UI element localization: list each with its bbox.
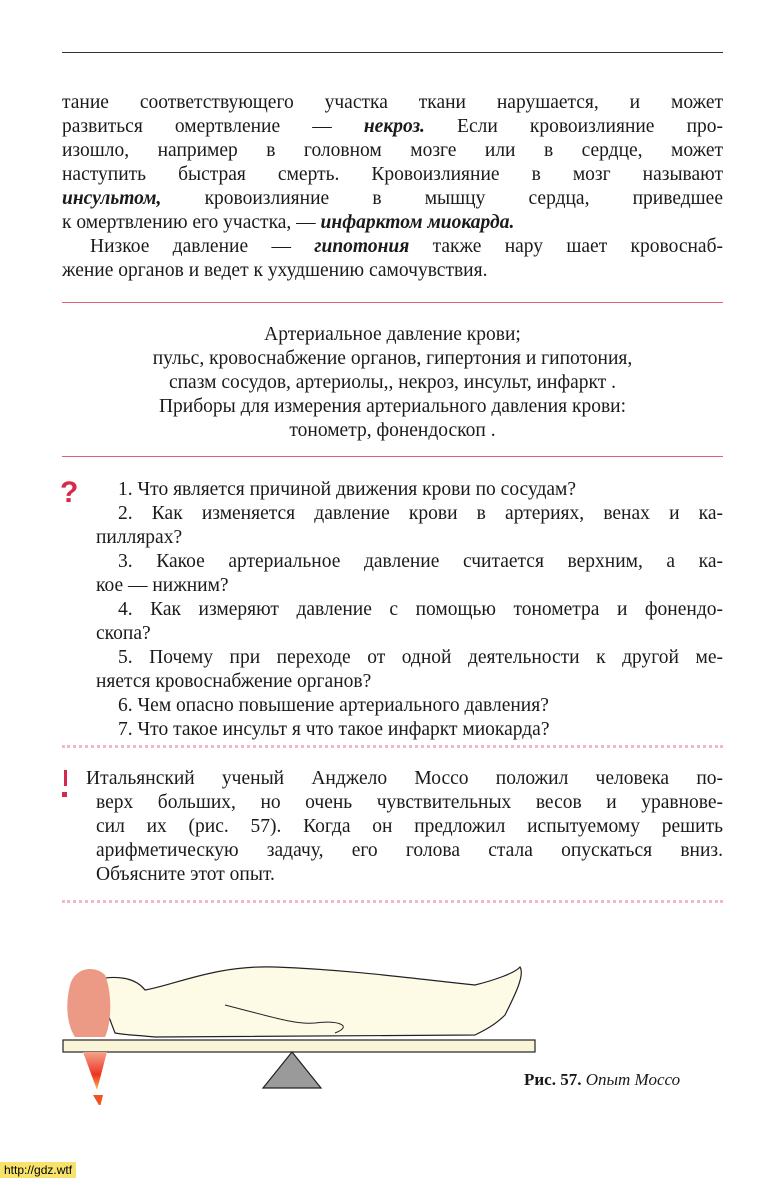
question-item: 2. Как изменяется давление крови в артериях, венах и ка- [118, 503, 723, 524]
body-outline [95, 967, 521, 1037]
figure-caption [524, 1070, 680, 1090]
text-line: арифметическую задачу, его голова стала опускаться вниз. [96, 840, 723, 861]
text-segment: наступить быстрая смерть. Кровоизлияние в мозг называют [62, 164, 723, 185]
text-segment: Низкое давление — [90, 236, 315, 257]
text-segment: к омертвлению его участка, — [62, 212, 321, 233]
text-line [62, 163, 723, 187]
terms-bottom-rule [62, 456, 723, 457]
text-line [62, 139, 723, 163]
text-line [62, 211, 723, 235]
text-line [62, 259, 723, 283]
question-item: 7. Что такое инсульт я что такое инфаркт миокарда? [118, 719, 550, 740]
text-line: пульс, кровоснабжение органов, гипертония и гипотония, [152, 348, 633, 369]
text-segment: также нару шает кровоснаб- [409, 236, 723, 257]
key-term: инфарктом миокарда. [320, 212, 515, 233]
blood-flow-arrow [93, 1095, 103, 1105]
terms-top-rule [62, 302, 723, 303]
key-term: инсультом, [62, 188, 162, 209]
text-line [62, 91, 723, 115]
question-item: 6. Чем опасно повышение артериального давления? [118, 695, 549, 716]
scale-beam [63, 1040, 535, 1052]
text-line: сил их (рис. 57). Когда он предложил испытуемому решить [96, 816, 723, 837]
question-item: няется кровоснабжение органов? [96, 671, 372, 692]
text-line: верх больших, но очень чувствительных весов и уравнове- [96, 792, 723, 813]
question-mark-icon: ? [60, 476, 79, 509]
question-item: пиллярах? [96, 527, 183, 548]
mosso-experiment-illustration [55, 955, 555, 1105]
text-segment: развиться омертвление — [62, 116, 364, 137]
head [67, 969, 110, 1037]
text-line: Итальянский ученый Анджело Моссо положил человека по- [86, 768, 723, 789]
question-item: 5. Почему при переходе от одной деятельности к другой ме- [118, 647, 723, 668]
text-segment: Если кровоизлияние про- [424, 116, 723, 137]
text-line: спазм сосудов, артериолы,, некроз, инсульт, инфаркт . [168, 372, 617, 393]
dotted-divider [62, 745, 723, 748]
question-item: 4. Как измеряют давление с помощью тонометра и фонендо- [118, 599, 723, 620]
text-line [90, 235, 723, 259]
question-item: кое — нижним? [96, 575, 229, 596]
text-line: Объясните этот опыт. [96, 864, 275, 885]
text-segment: тание соответствующего участка ткани нарушается, и может [62, 92, 723, 113]
text-line [62, 187, 723, 211]
figure-title: Опыт Моссо [585, 1070, 681, 1089]
task-marker-dot [62, 792, 67, 797]
text-line: тонометр, фонендоскоп . [289, 420, 496, 441]
text-line: Артериальное давление крови; [264, 324, 521, 345]
scale-fulcrum [263, 1052, 321, 1088]
figure-label: Рис. 57. [524, 1070, 582, 1089]
question-item: скопа? [96, 623, 151, 644]
text-line [62, 115, 723, 139]
key-term: некроз. [363, 116, 425, 137]
question-item: 3. Какое артериальное давление считается верхним, а ка- [118, 551, 723, 572]
header-rule [62, 52, 723, 53]
question-item: 1. Что является причиной движения крови по сосудам? [118, 479, 577, 500]
dotted-divider [62, 900, 723, 903]
text-segment: жение органов и ведет к ухудшению самочувствия. [62, 260, 488, 281]
key-term: гипотония [314, 236, 410, 257]
task-marker-icon [64, 770, 67, 786]
text-segment: изошло, например в головном мозге или в сердце, может [62, 140, 723, 161]
watermark-link[interactable]: http://gdz.wtf [0, 1162, 76, 1178]
text-segment: кровоизлияние в мышцу сердца, приведшее [161, 188, 723, 209]
text-line: Приборы для измерения артериального давления крови: [158, 396, 627, 417]
blood-flow-arrow [83, 1052, 107, 1090]
